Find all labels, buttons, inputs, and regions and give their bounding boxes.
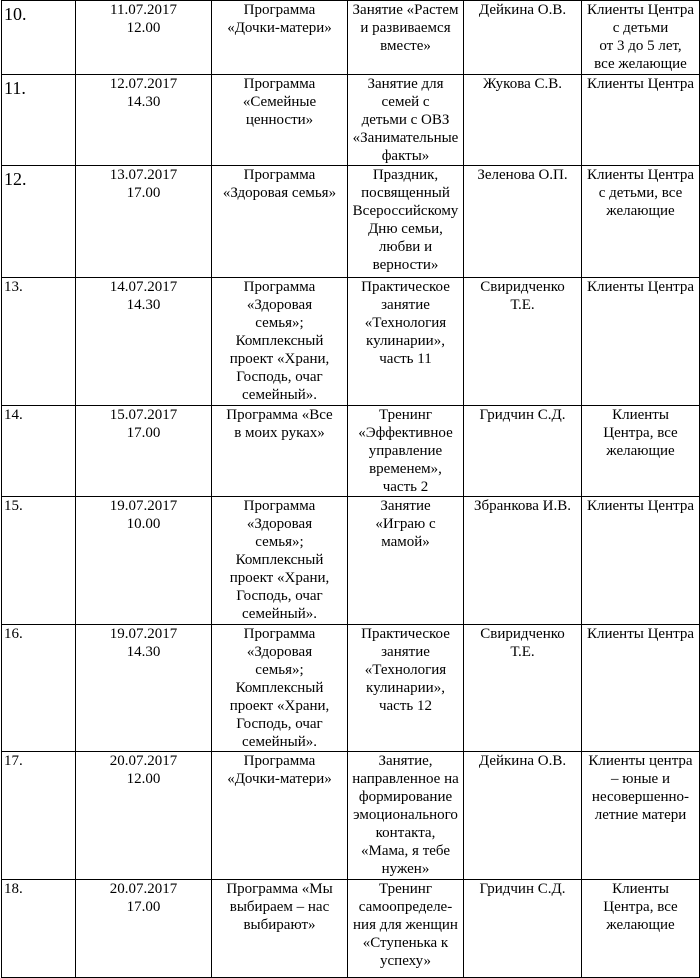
responsible-cell: [464, 75, 582, 166]
program-cell-line: Программа: [243, 753, 316, 769]
event-cell-line: Тренинг: [379, 881, 432, 897]
table-row: [2, 880, 700, 978]
audience-cell-line: желающие: [606, 203, 675, 219]
date-time-cell: [76, 1, 212, 75]
program-cell-line: семейный».: [241, 606, 318, 622]
date-time-cell: [76, 278, 212, 406]
program-cell-line: Программа «Мы: [226, 881, 333, 897]
event-date: 13.07.2017: [109, 167, 178, 183]
program-cell-line: Господь, очаг: [236, 716, 323, 732]
program-cell: [212, 752, 348, 880]
audience-cell-line: с детьми, все: [598, 185, 683, 201]
program-cell-line: «Дочки-матери»: [227, 20, 332, 36]
audience-cell-line: – юные и: [611, 771, 670, 787]
program-cell-line: в моих руках»: [234, 425, 325, 441]
date-time-cell: [76, 406, 212, 497]
event-time: 12.00: [126, 771, 161, 787]
event-cell-line: вместе»: [380, 38, 431, 54]
date-time-cell: [76, 166, 212, 278]
audience-cell-line: желающие: [606, 917, 675, 933]
responsible-cell: [464, 406, 582, 497]
date-time-cell: [76, 880, 212, 978]
program-cell: [212, 625, 348, 752]
event-cell-line: «Ступенька к: [362, 935, 449, 951]
program-cell-line: Программа «Все: [226, 407, 333, 423]
event-cell-line: «Технология: [364, 662, 447, 678]
event-cell-line: «Играю с: [375, 516, 436, 532]
event-cell-line: направленное на: [352, 771, 459, 787]
program-cell-line: Господь, очаг: [236, 369, 323, 385]
program-cell-line: выбирают»: [243, 917, 316, 933]
table-row: [2, 166, 700, 278]
responsible-cell: [464, 752, 582, 880]
event-cell-line: эмоционального: [353, 807, 458, 823]
event-time: 17.00: [126, 899, 161, 915]
table-row: [2, 625, 700, 752]
row-number: 11.: [2, 75, 76, 166]
event-cell-line: кулинарии»,: [366, 333, 445, 349]
audience-cell: [582, 166, 700, 278]
event-cell: [348, 75, 464, 166]
row-number: 13.: [2, 278, 76, 406]
event-cell-line: временем»,: [369, 461, 442, 477]
audience-cell: [582, 75, 700, 166]
row-number: 16.: [2, 625, 76, 752]
event-cell-line: «Мама, я тебе: [361, 843, 450, 859]
row-number: 17.: [2, 752, 76, 880]
responsible-cell: [464, 497, 582, 625]
event-cell-line: факты»: [381, 148, 430, 164]
event-cell: [348, 752, 464, 880]
event-cell-line: занятие: [381, 297, 430, 313]
program-cell-line: «Здоровая: [246, 297, 313, 313]
event-time: 10.00: [126, 516, 161, 532]
audience-cell-line: желающие: [606, 443, 675, 459]
audience-cell-line: Клиенты Центра: [587, 2, 694, 18]
program-cell-line: Программа: [243, 76, 316, 92]
event-cell-line: Занятие для: [367, 76, 444, 92]
audience-cell: [582, 406, 700, 497]
program-cell: [212, 497, 348, 625]
audience-cell-line: все желающие: [594, 56, 687, 72]
event-time: 14.30: [126, 297, 161, 313]
audience-cell: [582, 1, 700, 75]
program-cell-line: проект «Храни,: [229, 570, 330, 586]
event-cell: [348, 497, 464, 625]
program-cell: [212, 1, 348, 75]
event-cell: [348, 880, 464, 978]
date-time-cell: [76, 625, 212, 752]
event-cell-line: нужен»: [381, 861, 430, 877]
table-row: [2, 1, 700, 75]
event-time: 17.00: [126, 425, 161, 441]
event-time: 14.30: [126, 94, 161, 110]
event-date: 15.07.2017: [109, 407, 178, 423]
audience-cell: [582, 625, 700, 752]
event-cell: [348, 406, 464, 497]
program-cell-line: Программа: [243, 2, 316, 18]
audience-cell-line: Клиенты центра: [588, 753, 693, 769]
event-date: 20.07.2017: [109, 753, 178, 769]
event-cell-line: управление: [368, 443, 443, 459]
responsible-cell-line: Т.Е.: [510, 297, 535, 313]
event-cell-line: Практическое: [361, 279, 450, 295]
program-cell: [212, 406, 348, 497]
event-cell-line: посвященный: [361, 185, 450, 201]
event-cell-line: Тренинг: [379, 407, 432, 423]
audience-cell-line: Клиенты Центра: [587, 498, 694, 514]
responsible-cell-line: Т.Е.: [510, 644, 535, 660]
audience-cell: [582, 752, 700, 880]
audience-cell-line: от 3 до 5 лет,: [599, 38, 682, 54]
event-cell-line: мамой»: [381, 534, 430, 550]
program-cell-line: семейный».: [241, 734, 318, 750]
event-date: 19.07.2017: [109, 498, 178, 514]
event-cell-line: «Эффективное: [358, 425, 453, 441]
row-number: 10.: [2, 1, 76, 75]
program-cell-line: семья»;: [255, 534, 304, 550]
event-date: 12.07.2017: [109, 76, 178, 92]
program-cell-line: семейный».: [241, 387, 318, 403]
event-cell-line: «Технология: [364, 315, 447, 331]
event-time: 17.00: [126, 185, 161, 201]
responsible-cell-line: Дейкина О.В.: [478, 2, 567, 18]
table-row: [2, 406, 700, 497]
event-time: 12.00: [126, 20, 161, 36]
event-cell: [348, 166, 464, 278]
event-cell-line: Занятие,: [378, 753, 433, 769]
program-cell-line: семья»;: [255, 662, 304, 678]
program-cell-line: «Семейные: [242, 94, 317, 110]
event-cell-line: Праздник,: [372, 167, 439, 183]
table-row: [2, 75, 700, 166]
table-row: [2, 278, 700, 406]
schedule-body: [2, 1, 700, 978]
event-date: 11.07.2017: [110, 2, 177, 18]
audience-cell: [582, 278, 700, 406]
event-cell-line: Дню семьи,: [368, 221, 443, 237]
event-date: 19.07.2017: [109, 626, 178, 642]
program-cell-line: Комплексный: [235, 680, 324, 696]
event-cell-line: самоопределе-: [358, 899, 453, 915]
event-cell-line: Всероссийскому: [352, 203, 459, 219]
responsible-cell: [464, 1, 582, 75]
program-cell-line: проект «Храни,: [229, 698, 330, 714]
event-cell-line: детьми с ОВЗ: [361, 112, 450, 128]
event-cell-line: Занятие: [380, 498, 431, 514]
event-cell-line: часть 11: [379, 351, 432, 367]
program-cell-line: «Дочки-матери»: [227, 771, 332, 787]
audience-cell-line: Клиенты: [612, 407, 669, 423]
event-date: 20.07.2017: [109, 881, 178, 897]
row-number: 14.: [2, 406, 76, 497]
audience-cell-line: Клиенты Центра: [587, 167, 694, 183]
audience-cell-line: Центра, все: [603, 425, 678, 441]
responsible-cell: [464, 625, 582, 752]
event-cell-line: любви и: [378, 239, 433, 255]
event-cell: [348, 1, 464, 75]
event-cell-line: и развиваемся: [360, 20, 451, 36]
responsible-cell: [464, 880, 582, 978]
program-cell-line: Программа: [243, 498, 316, 514]
program-cell: [212, 75, 348, 166]
schedule-table: [1, 0, 700, 978]
responsible-cell-line: Свиридченко: [480, 626, 565, 642]
row-number: 12.: [2, 166, 76, 278]
table-row: [2, 752, 700, 880]
event-date: 14.07.2017: [109, 279, 178, 295]
row-number: 18.: [2, 880, 76, 978]
event-cell-line: верности»: [372, 257, 439, 273]
event-cell-line: ния для женщин: [353, 917, 458, 933]
program-cell-line: Программа: [243, 167, 316, 183]
event-cell-line: часть 12: [378, 698, 432, 714]
event-time: 14.30: [126, 644, 161, 660]
audience-cell-line: летние матери: [594, 807, 687, 823]
event-cell-line: «Занимательные: [352, 130, 459, 146]
program-cell-line: «Здоровая семья»: [222, 185, 337, 201]
event-cell-line: Практическое: [361, 626, 450, 642]
program-cell-line: Программа: [243, 626, 316, 642]
program-cell-line: Комплексный: [235, 552, 324, 568]
event-cell: [348, 278, 464, 406]
program-cell-line: «Здоровая: [246, 516, 313, 532]
audience-cell-line: Центра, все: [603, 899, 678, 915]
audience-cell-line: Клиенты: [612, 881, 669, 897]
audience-cell: [582, 497, 700, 625]
responsible-cell-line: Свиридченко: [480, 279, 565, 295]
responsible-cell-line: Зеленова О.П.: [477, 167, 568, 183]
program-cell-line: Программа: [243, 279, 316, 295]
event-cell-line: успеху»: [380, 953, 431, 969]
event-cell-line: семей с: [381, 94, 430, 110]
program-cell: [212, 880, 348, 978]
program-cell-line: выбираем – нас: [229, 899, 330, 915]
audience-cell-line: Клиенты Центра: [587, 279, 694, 295]
audience-cell-line: Клиенты Центра: [587, 76, 694, 92]
date-time-cell: [76, 497, 212, 625]
responsible-cell-line: Гридчин С.Д.: [479, 407, 566, 423]
responsible-cell-line: Дейкина О.В.: [478, 753, 567, 769]
event-cell: [348, 625, 464, 752]
event-cell-line: часть 2: [382, 479, 429, 495]
program-cell-line: Комплексный: [235, 333, 324, 349]
date-time-cell: [76, 75, 212, 166]
responsible-cell-line: Жукова С.В.: [482, 76, 563, 92]
program-cell: [212, 166, 348, 278]
program-cell-line: Господь, очаг: [236, 588, 323, 604]
responsible-cell: [464, 166, 582, 278]
program-cell: [212, 278, 348, 406]
audience-cell-line: несовершенно-: [591, 789, 690, 805]
event-cell-line: кулинарии»,: [366, 680, 445, 696]
date-time-cell: [76, 752, 212, 880]
program-cell-line: проект «Храни,: [229, 351, 330, 367]
event-cell-line: контакта,: [375, 825, 436, 841]
program-cell-line: ценности»: [245, 112, 314, 128]
event-cell-line: формирование: [358, 789, 453, 805]
audience-cell-line: Клиенты Центра: [587, 626, 694, 642]
program-cell-line: «Здоровая: [246, 644, 313, 660]
responsible-cell-line: Гридчин С.Д.: [479, 881, 566, 897]
row-number: 15.: [2, 497, 76, 625]
audience-cell: [582, 880, 700, 978]
responsible-cell: [464, 278, 582, 406]
program-cell-line: семья»;: [255, 315, 304, 331]
responsible-cell-line: Збранкова И.В.: [474, 498, 571, 514]
event-cell-line: занятие: [381, 644, 430, 660]
event-cell-line: Занятие «Растем: [352, 2, 459, 18]
audience-cell-line: с детьми: [612, 20, 669, 36]
table-row: [2, 497, 700, 625]
